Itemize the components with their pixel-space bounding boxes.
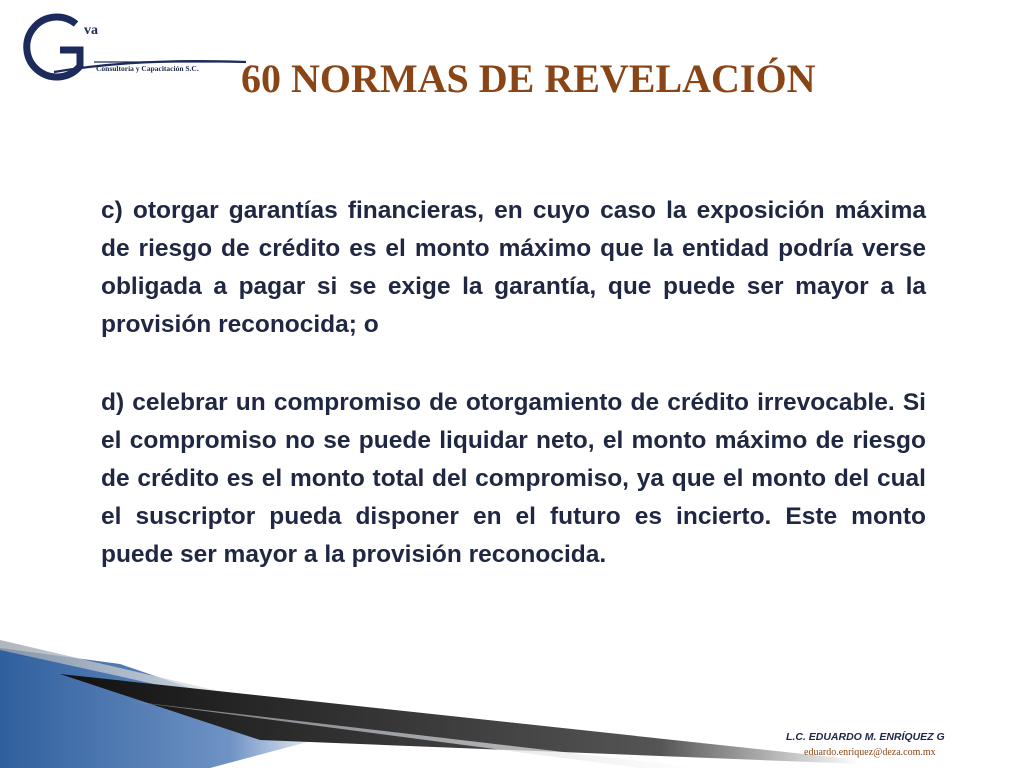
paragraph-d: d) celebrar un compromiso de otorgamiento de crédito irrevocable. Si el compromiso no se puede liquidar neto, el monto máximo de riesgo de crédito es el monto total del compromiso, ya que el monto del cual el suscriptor pueda disponer en el futuro es incierto. Este monto puede ser mayor a la provisión reconocida. bbox=[101, 389, 926, 568]
company-logo bbox=[14, 10, 254, 90]
logo-tagline: Consultoría y Capacitación S.C. bbox=[96, 64, 199, 73]
author-name: L.C. EDUARDO M. ENRÍQUEZ G bbox=[786, 731, 945, 743]
body-content bbox=[101, 192, 926, 574]
page-title: 60 NORMAS DE REVELACIÓN bbox=[241, 56, 816, 101]
logo-superscript: va bbox=[84, 23, 98, 38]
paragraph-c: c) otorgar garantías financieras, en cuyo caso la exposición máxima de riesgo de crédito es el monto máximo que la entidad podría verse obligada a pagar si se exige la garantía, que puede ser mayor a la provisión reconocida; o bbox=[101, 197, 926, 338]
author-email: eduardo.enriquez@deza.com.mx bbox=[804, 747, 936, 758]
logo-g-letter bbox=[27, 17, 80, 77]
